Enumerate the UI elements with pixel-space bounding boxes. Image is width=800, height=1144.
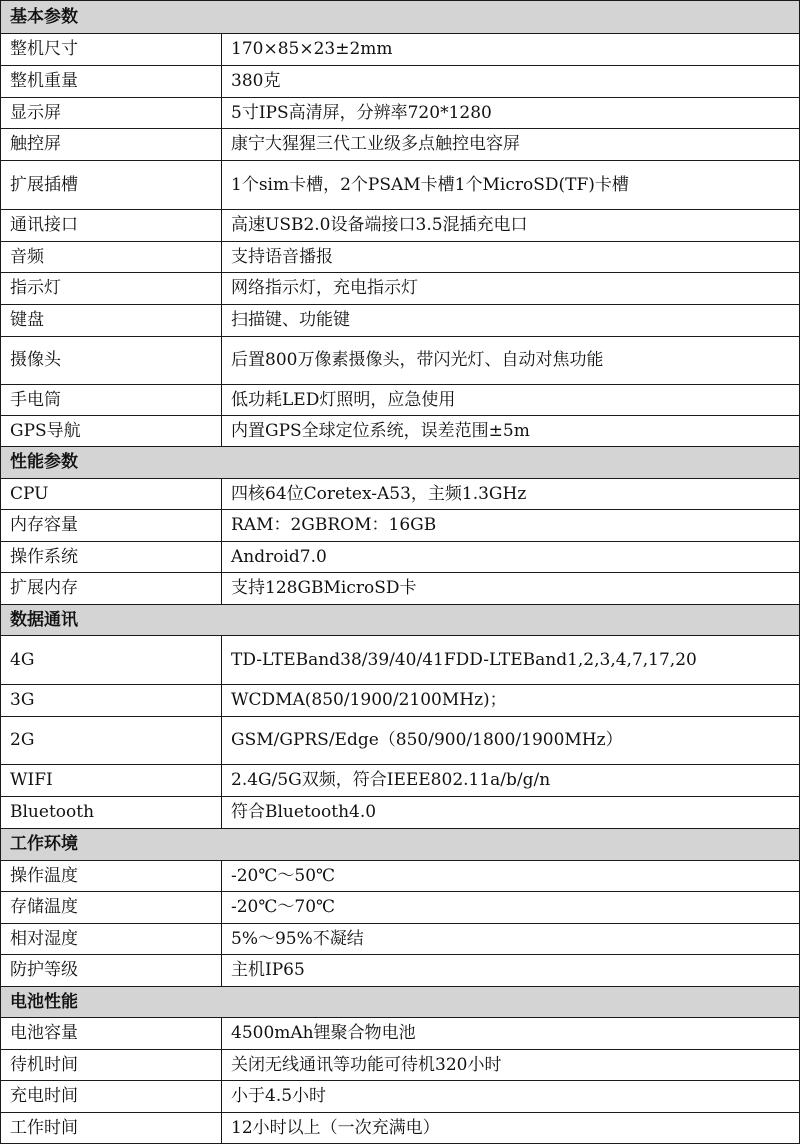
row-label: 充电时间 [1,1081,222,1113]
table-row [1,765,800,797]
row-value: 4500mAh锂聚合物电池 [222,1018,800,1050]
row-value: TD-LTEBand38/39/40/41FDD-LTEBand1,2,3,4,7,17,20 [222,636,800,685]
row-label: 3G [1,685,222,717]
row-label: GPS导航 [1,416,222,447]
table-row [1,636,800,685]
row-value: -20℃～50℃ [222,861,800,892]
table-row [1,305,800,337]
table-row [1,34,800,66]
row-value: 5寸IPS高清屏，分辨率720*1280 [222,98,800,129]
table-row [1,510,800,542]
section-header-row [1,1,800,34]
row-label: 显示屏 [1,98,222,129]
row-value: 扫描键、功能键 [222,305,800,337]
row-label: 待机时间 [1,1050,222,1081]
row-label: WIFI [1,765,222,797]
row-label: 整机尺寸 [1,34,222,66]
row-value: 2.4G/5G双频，符合IEEE802.11a/b/g/n [222,765,800,797]
row-value: 支持语音播报 [222,242,800,273]
table-row [1,242,800,273]
table-row [1,161,800,210]
row-label: 内存容量 [1,510,222,542]
table-row [1,385,800,416]
section-title-data-comm: 数据通讯 [1,605,800,636]
row-value: 康宁大猩猩三代工业级多点触控电容屏 [222,129,800,161]
table-row [1,1081,800,1113]
table-row [1,892,800,924]
row-value: 符合Bluetooth4.0 [222,797,800,829]
table-row [1,98,800,129]
table-row [1,1018,800,1050]
table-row [1,479,800,510]
row-label: 相对湿度 [1,924,222,955]
row-value: 后置800万像素摄像头，带闪光灯、自动对焦功能 [222,337,800,385]
table-row [1,573,800,605]
section-title-basic: 基本参数 [1,1,800,34]
table-row [1,273,800,305]
row-label: 4G [1,636,222,685]
table-row [1,955,800,987]
table-row [1,416,800,447]
row-label: 摄像头 [1,337,222,385]
row-value: 低功耗LED灯照明，应急使用 [222,385,800,416]
row-value: 支持128GBMicroSD卡 [222,573,800,605]
row-value: WCDMA(850/1900/2100MHz)； [222,685,800,717]
table-row [1,797,800,829]
row-label: 2G [1,717,222,765]
row-value: 5%～95%不凝结 [222,924,800,955]
row-value: 关闭无线通讯等功能可待机320小时 [222,1050,800,1081]
row-value: RAM：2GBROM：16GB [222,510,800,542]
table-row [1,1113,800,1144]
row-label: 防护等级 [1,955,222,987]
table-row [1,66,800,98]
section-header-row [1,605,800,636]
row-label: Bluetooth [1,797,222,829]
table-row [1,717,800,765]
section-title-environment: 工作环境 [1,829,800,861]
table-row [1,861,800,892]
row-label: 整机重量 [1,66,222,98]
row-label: 存储温度 [1,892,222,924]
row-value: 1个sim卡槽，2个PSAM卡槽1个MicroSD(TF)卡槽 [222,161,800,210]
table-row [1,129,800,161]
row-value: 内置GPS全球定位系统，误差范围±5m [222,416,800,447]
row-label: 工作时间 [1,1113,222,1144]
row-label: 操作系统 [1,542,222,573]
table-row [1,685,800,717]
row-value: 四核64位Coretex-A53，主频1.3GHz [222,479,800,510]
row-label: 触控屏 [1,129,222,161]
section-header-row [1,447,800,479]
section-title-performance: 性能参数 [1,447,800,479]
table-row [1,924,800,955]
row-value: GSM/GPRS/Edge（850/900/1800/1900MHz） [222,717,800,765]
row-label: CPU [1,479,222,510]
section-title-battery: 电池性能 [1,987,800,1018]
row-value: 主机IP65 [222,955,800,987]
row-label: 通讯接口 [1,210,222,242]
row-label: 操作温度 [1,861,222,892]
row-value: Android7.0 [222,542,800,573]
section-header-row [1,987,800,1018]
row-label: 扩展内存 [1,573,222,605]
table-row [1,337,800,385]
row-value: 小于4.5小时 [222,1081,800,1113]
table-row [1,210,800,242]
row-label: 音频 [1,242,222,273]
section-header-row [1,829,800,861]
row-value: -20℃～70℃ [222,892,800,924]
row-value: 高速USB2.0设备端接口3.5混插充电口 [222,210,800,242]
row-value: 12小时以上（一次充满电） [222,1113,800,1144]
row-label: 扩展插槽 [1,161,222,210]
row-value: 网络指示灯，充电指示灯 [222,273,800,305]
row-value: 170×85×23±2mm [222,34,800,66]
table-row [1,1050,800,1081]
row-value: 380克 [222,66,800,98]
row-label: 指示灯 [1,273,222,305]
row-label: 电池容量 [1,1018,222,1050]
row-label: 键盘 [1,305,222,337]
row-label: 手电筒 [1,385,222,416]
table-row [1,542,800,573]
